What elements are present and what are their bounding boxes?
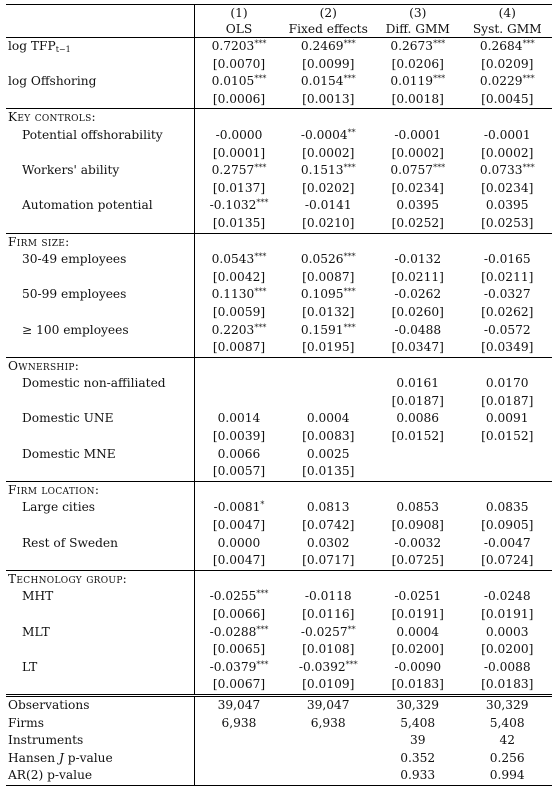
coefficient-cell: -0.0572 (483, 322, 531, 337)
row-label-empty (6, 517, 194, 535)
coefficient-cell: 0.7203*** (194, 38, 284, 56)
empty-cell (463, 481, 553, 499)
coefficient-cell: 0.0302 (306, 535, 350, 550)
coefficient-row (6, 659, 552, 677)
coefficient-cell: 0.0119*** (390, 74, 446, 89)
standard-error-cell: [0.0065] (212, 642, 266, 657)
coefficient-cell: -0.0262 (394, 287, 442, 302)
standard-error-cell: [0.0002] (481, 145, 534, 160)
row-label: Domestic UNE (6, 410, 194, 428)
standard-error-cell: [0.0260] (391, 304, 444, 319)
coefficient-row (6, 286, 552, 304)
standard-error-cell: [0.0209] (481, 56, 534, 71)
coefficient-cell: 0.2203*** (211, 322, 267, 337)
standard-error-cell: [0.0725] (391, 553, 444, 568)
standard-error-cell: [0.0717] (302, 553, 355, 568)
coefficient-cell: 0.2684*** (463, 38, 553, 56)
statistic-label: AR(2) p-value (6, 767, 194, 785)
empty-cell (373, 357, 463, 375)
statistic-label-italic: J (58, 750, 64, 765)
coefficient-row (6, 535, 552, 553)
row-label: Automation potential (6, 197, 194, 215)
statistic-label: Instruments (6, 732, 194, 750)
standard-error-row (6, 269, 552, 287)
coefficient-cell: 0.0004 (306, 411, 350, 426)
standard-error-cell: [0.0109] (302, 677, 355, 692)
standard-error-cell: [0.0742] (302, 518, 355, 533)
standard-error-cell: [0.0253] (481, 215, 534, 230)
statistic-label: Observations (6, 695, 194, 714)
standard-error-cell: [0.0349] (481, 340, 534, 355)
coefficient-cell: 0.0395 (485, 198, 529, 213)
empty-cell (284, 109, 374, 127)
standard-error-cell (373, 463, 463, 481)
section-header-row (6, 570, 552, 588)
standard-error-cell: [0.0006] (212, 91, 266, 106)
standard-error-cell: [0.0234] (481, 180, 534, 195)
statistic-value (284, 732, 374, 750)
coefficient-cell: -0.0248 (483, 589, 531, 604)
section-header-row (6, 233, 552, 251)
coefficient-cell: 0.0853 (396, 500, 440, 515)
coefficient-cell: -0.0255*** (209, 589, 269, 604)
standard-error-cell: [0.0183] (481, 677, 534, 692)
coefficient-cell: 0.0733*** (479, 163, 535, 178)
significance-stars: *** (254, 39, 267, 48)
standard-error-cell: [0.0210] (302, 215, 355, 230)
row-label: ≥ 100 employees (6, 322, 194, 340)
section-title (6, 570, 194, 588)
coefficient-cell: 0.0025 (306, 446, 350, 461)
standard-error-cell: [0.0152] (391, 429, 444, 444)
empty-cell (194, 481, 284, 499)
coefficient-cell: 0.0543*** (211, 252, 267, 267)
empty-cell (284, 481, 374, 499)
coefficient-cell (284, 375, 374, 393)
row-label-empty (6, 91, 194, 109)
coefficient-cell (373, 446, 463, 464)
standard-error-cell: [0.0099] (302, 56, 355, 71)
standard-error-cell (463, 463, 553, 481)
coefficient-cell: -0.0032 (394, 535, 442, 550)
standard-error-row (6, 676, 552, 695)
empty-cell (463, 357, 553, 375)
row-label-empty (6, 56, 194, 74)
coefficient-cell (194, 375, 284, 393)
standard-error-cell: [0.0116] (302, 607, 355, 621)
standard-error-cell: [0.0347] (391, 340, 444, 355)
row-label-empty (6, 215, 194, 233)
coefficient-cell: 0.0003 (485, 624, 529, 639)
statistic-value: 42 (499, 733, 515, 748)
significance-stars: *** (254, 322, 267, 332)
coefficient-cell: 0.0170 (485, 376, 529, 391)
standard-error-cell: [0.0137] (212, 180, 266, 195)
statistic-value: 30,329 (463, 695, 553, 714)
coefficient-cell: -0.0004** (300, 127, 356, 142)
standard-error-cell: [0.0087] (212, 340, 266, 355)
coefficient-cell: -0.0118 (304, 589, 352, 604)
standard-error-cell: [0.0187] (481, 393, 534, 408)
standard-error-cell: [0.0045] (481, 91, 534, 106)
coefficient-cell: -0.0379*** (209, 659, 269, 674)
standard-error-cell: [0.0262] (481, 304, 534, 319)
statistic-value: 5,408 (489, 715, 525, 730)
row-label: Domestic MNE (6, 446, 194, 464)
coefficient-row (6, 197, 552, 215)
header-empty-cell (6, 21, 194, 38)
standard-error-cell: [0.0908] (391, 518, 444, 533)
coefficient-cell: 0.0066 (217, 446, 261, 461)
row-label-empty (6, 339, 194, 357)
statistic-value (194, 767, 284, 785)
coefficient-cell: 0.1591*** (300, 322, 356, 337)
statistic-value: 0.933 (373, 767, 463, 785)
significance-stars: *** (254, 163, 267, 173)
significance-stars: *** (343, 163, 356, 173)
significance-stars: *** (343, 252, 356, 262)
standard-error-cell: [0.0211] (391, 269, 444, 284)
statistic-value: 39,047 (194, 695, 284, 714)
statistic-value: 0.352 (400, 750, 436, 765)
row-label: MHT (6, 588, 194, 606)
section-title-text: Ownership: (8, 358, 80, 373)
row-label-empty (6, 463, 194, 481)
row-label-empty (6, 393, 194, 411)
standard-error-cell: [0.0002] (302, 145, 355, 160)
standard-error-cell: [0.0905] (481, 518, 534, 533)
statistic-value (194, 750, 284, 768)
statistics-row (6, 767, 552, 785)
significance-stars: *** (256, 624, 269, 634)
standard-error-row (6, 552, 552, 570)
coefficient-cell: 0.0004 (396, 624, 440, 639)
coefficient-cell: 0.0091 (485, 411, 529, 426)
row-label-subscript: t−1 (55, 45, 71, 54)
coefficient-row (6, 127, 552, 145)
statistic-value: 39,047 (284, 695, 374, 714)
coefficient-cell: 0.0229*** (479, 74, 535, 89)
significance-stars: *** (343, 322, 356, 332)
standard-error-cell: [0.0191] (391, 607, 444, 621)
significance-stars: *** (343, 39, 356, 48)
empty-cell (194, 233, 284, 251)
empty-cell (373, 109, 463, 127)
coefficient-cell: 0.0835 (485, 500, 529, 515)
standard-error-row (6, 606, 552, 624)
empty-cell (284, 357, 374, 375)
row-label: Domestic non-affiliated (6, 375, 194, 393)
coefficient-cell: -0.0288*** (209, 624, 269, 639)
standard-error-cell: [0.0252] (391, 215, 444, 230)
section-header-row (6, 357, 552, 375)
coefficient-cell: 0.1095*** (300, 287, 356, 302)
column-method: Fixed effects (288, 22, 368, 36)
row-label-empty (6, 269, 194, 287)
empty-cell (284, 570, 374, 588)
row-label-empty (6, 552, 194, 570)
standard-error-row (6, 641, 552, 659)
standard-error-cell: [0.0018] (391, 91, 444, 106)
coefficient-row (6, 624, 552, 642)
coefficient-cell: -0.0081* (213, 500, 265, 515)
section-header-row (6, 109, 552, 127)
standard-error-cell: [0.0013] (302, 91, 355, 106)
significance-stars: *** (522, 163, 535, 173)
standard-error-row (6, 339, 552, 357)
row-label-empty (6, 145, 194, 163)
standard-error-row (6, 180, 552, 198)
statistics-row (6, 750, 552, 768)
significance-stars: *** (522, 74, 535, 84)
statistic-value: 0.256 (489, 750, 525, 765)
row-label-empty (6, 428, 194, 446)
coefficient-cell: -0.0001 (483, 127, 531, 142)
significance-stars: *** (254, 252, 267, 262)
standard-error-cell: [0.0195] (302, 340, 355, 355)
empty-cell (284, 233, 374, 251)
standard-error-cell: [0.0200] (391, 642, 444, 657)
section-title-text: Technology group: (8, 571, 128, 586)
statistic-value: 6,938 (310, 715, 346, 730)
standard-error-row (6, 463, 552, 481)
significance-stars: *** (256, 198, 269, 208)
standard-error-cell: [0.0135] (212, 215, 266, 230)
significance-stars: *** (433, 163, 446, 173)
standard-error-cell: [0.0132] (302, 304, 355, 319)
standard-error-cell: [0.0211] (481, 269, 534, 284)
column-method: Diff. GMM (385, 22, 450, 36)
statistic-label: Hansen J p-value (6, 750, 194, 768)
column-method: Syst. GMM (472, 22, 542, 36)
statistic-value: 0.994 (463, 767, 553, 785)
coefficient-row (6, 499, 552, 517)
coefficient-row (6, 162, 552, 180)
coefficient-row (6, 38, 552, 56)
coefficient-cell: -0.0088 (483, 659, 531, 674)
significance-stars: *** (433, 39, 446, 48)
coefficient-cell: -0.0090 (394, 659, 442, 674)
coefficient-cell: -0.0132 (394, 252, 442, 267)
standard-error-cell: [0.0108] (302, 642, 355, 657)
row-label: Workers' ability (6, 162, 194, 180)
statistic-value: 30,329 (373, 695, 463, 714)
coefficient-cell: 0.0000 (217, 535, 261, 550)
significance-stars: *** (256, 659, 269, 669)
significance-stars: *** (254, 74, 267, 84)
standard-error-cell: [0.0200] (481, 642, 534, 657)
coefficient-cell: 0.0526*** (300, 252, 356, 267)
standard-error-cell: [0.0059] (212, 304, 266, 319)
coefficient-cell: -0.0000 (215, 127, 263, 142)
standard-error-cell: [0.0234] (391, 180, 444, 195)
standard-error-cell: [0.0067] (212, 677, 266, 692)
standard-error-cell: [0.0183] (391, 677, 444, 692)
section-title (6, 481, 194, 499)
statistic-value (284, 767, 374, 785)
standard-error-cell: [0.0001] (212, 145, 266, 160)
section-title (6, 357, 194, 375)
statistic-value (284, 750, 374, 768)
significance-stars: *** (522, 39, 535, 48)
coefficient-row (6, 446, 552, 464)
standard-error-cell: [0.0047] (212, 553, 266, 568)
standard-error-cell: [0.0191] (481, 607, 534, 621)
row-label: Rest of Sweden (6, 535, 194, 553)
row-label: 30-49 employees (6, 251, 194, 269)
coefficient-cell: 0.1513*** (300, 163, 356, 178)
statistics-row (6, 715, 552, 733)
coefficient-cell: 0.0086 (396, 411, 440, 426)
empty-cell (373, 233, 463, 251)
standard-error-cell: [0.0206] (391, 56, 444, 71)
coefficient-cell: -0.0165 (483, 252, 531, 267)
statistics-row (6, 732, 552, 750)
significance-stars: *** (345, 659, 358, 669)
coefficient-row (6, 322, 552, 340)
statistic-value: 39 (409, 733, 426, 748)
row-label: MLT (6, 624, 194, 642)
significance-stars: * (260, 500, 265, 510)
statistic-value (194, 732, 284, 750)
empty-cell (194, 109, 284, 127)
header-empty-cell (6, 5, 194, 22)
row-label-empty (6, 180, 194, 198)
standard-error-cell: [0.0083] (302, 429, 355, 444)
coefficient-cell: -0.0001 (394, 127, 442, 142)
significance-stars: *** (343, 74, 356, 84)
empty-cell (373, 481, 463, 499)
standard-error-cell: [0.0202] (302, 180, 355, 195)
section-title-text: Key controls: (8, 110, 96, 125)
coefficient-cell (463, 446, 553, 464)
column-number: (4) (463, 5, 553, 22)
column-number: (1) (194, 5, 284, 22)
coefficient-cell: 0.2469*** (284, 38, 374, 56)
empty-cell (463, 233, 553, 251)
standard-error-cell: [0.0187] (391, 393, 444, 408)
section-title (6, 233, 194, 251)
coefficient-row (6, 73, 552, 91)
row-label-empty (6, 606, 194, 624)
standard-error-row (6, 91, 552, 109)
standard-error-cell: [0.0135] (302, 464, 355, 479)
standard-error-row (6, 304, 552, 322)
section-header-row (6, 481, 552, 499)
coefficient-cell: 0.0154*** (300, 74, 356, 89)
statistic-label: Firms (6, 715, 194, 733)
significance-stars: ** (347, 624, 356, 634)
standard-error-row (6, 145, 552, 163)
coefficient-cell: 0.0813 (306, 500, 350, 515)
column-number: (2) (284, 5, 374, 22)
significance-stars: *** (433, 74, 446, 84)
coefficient-cell: 0.0105*** (211, 74, 267, 89)
coefficient-cell: -0.0327 (483, 287, 531, 302)
standard-error-cell: [0.0066] (212, 607, 266, 621)
standard-error-row (6, 428, 552, 446)
column-number: (3) (373, 5, 463, 22)
coefficient-row (6, 375, 552, 393)
standard-error-row (6, 517, 552, 535)
standard-error-cell (194, 393, 284, 411)
standard-error-cell: [0.0152] (481, 429, 534, 444)
row-label: Potential offshorability (6, 127, 194, 145)
coefficient-row (6, 588, 552, 606)
header-row-methods (6, 21, 552, 38)
coefficient-cell: -0.0141 (304, 198, 352, 213)
regression-table (6, 4, 552, 786)
coefficient-cell: -0.0251 (394, 589, 442, 604)
coefficient-cell: 0.2757*** (211, 163, 267, 178)
standard-error-cell: [0.0057] (212, 464, 266, 479)
standard-error-cell: [0.0724] (481, 553, 534, 568)
standard-error-row (6, 215, 552, 233)
section-title-text: Firm size: (8, 234, 70, 249)
section-title-text: Firm location: (8, 482, 100, 497)
significance-stars: *** (254, 287, 267, 297)
standard-error-cell: [0.0042] (212, 269, 266, 284)
statistic-value: 5,408 (400, 715, 436, 730)
empty-cell (463, 570, 553, 588)
column-method: OLS (225, 22, 253, 36)
section-title (6, 109, 194, 127)
significance-stars: ** (347, 127, 356, 137)
standard-error-cell: [0.0087] (302, 269, 355, 284)
coefficient-cell: -0.0047 (483, 535, 531, 550)
significance-stars: *** (256, 589, 269, 599)
row-label: LT (6, 659, 194, 677)
empty-cell (194, 357, 284, 375)
coefficient-cell: -0.1032*** (209, 198, 269, 213)
standard-error-cell: [0.0047] (212, 518, 266, 533)
standard-error-row (6, 393, 552, 411)
empty-cell (463, 109, 553, 127)
coefficient-cell: 0.0757*** (390, 163, 446, 178)
row-label-empty (6, 304, 194, 322)
row-label: log Offshoring (6, 73, 194, 91)
coefficient-row (6, 410, 552, 428)
standard-error-cell (284, 393, 374, 411)
table-body (6, 5, 552, 786)
empty-cell (194, 570, 284, 588)
standard-error-cell: [0.0002] (391, 145, 444, 160)
standard-error-cell: [0.0039] (212, 429, 266, 444)
header-row-numbers (6, 5, 552, 22)
statistics-row (6, 695, 552, 714)
coefficient-cell: 0.0161 (396, 376, 440, 391)
coefficient-row (6, 251, 552, 269)
coefficient-cell: 0.2673*** (373, 38, 463, 56)
standard-error-cell: [0.0070] (212, 56, 266, 71)
row-label: $\log TFP_{t-1}$ (6, 38, 194, 56)
statistic-value: 6,938 (221, 715, 257, 730)
coefficient-cell: -0.0488 (394, 322, 442, 337)
row-label-empty (6, 676, 194, 695)
coefficient-cell: -0.0392*** (298, 659, 358, 674)
row-label: Large cities (6, 499, 194, 517)
coefficient-cell: 0.1130*** (211, 287, 267, 302)
coefficient-cell: 0.0395 (396, 198, 440, 213)
significance-stars: *** (343, 287, 356, 297)
empty-cell (373, 570, 463, 588)
coefficient-cell: -0.0257** (300, 624, 356, 639)
standard-error-row (6, 56, 552, 74)
coefficient-cell: 0.0014 (217, 411, 261, 426)
row-label: 50-99 employees (6, 286, 194, 304)
row-label-empty (6, 641, 194, 659)
